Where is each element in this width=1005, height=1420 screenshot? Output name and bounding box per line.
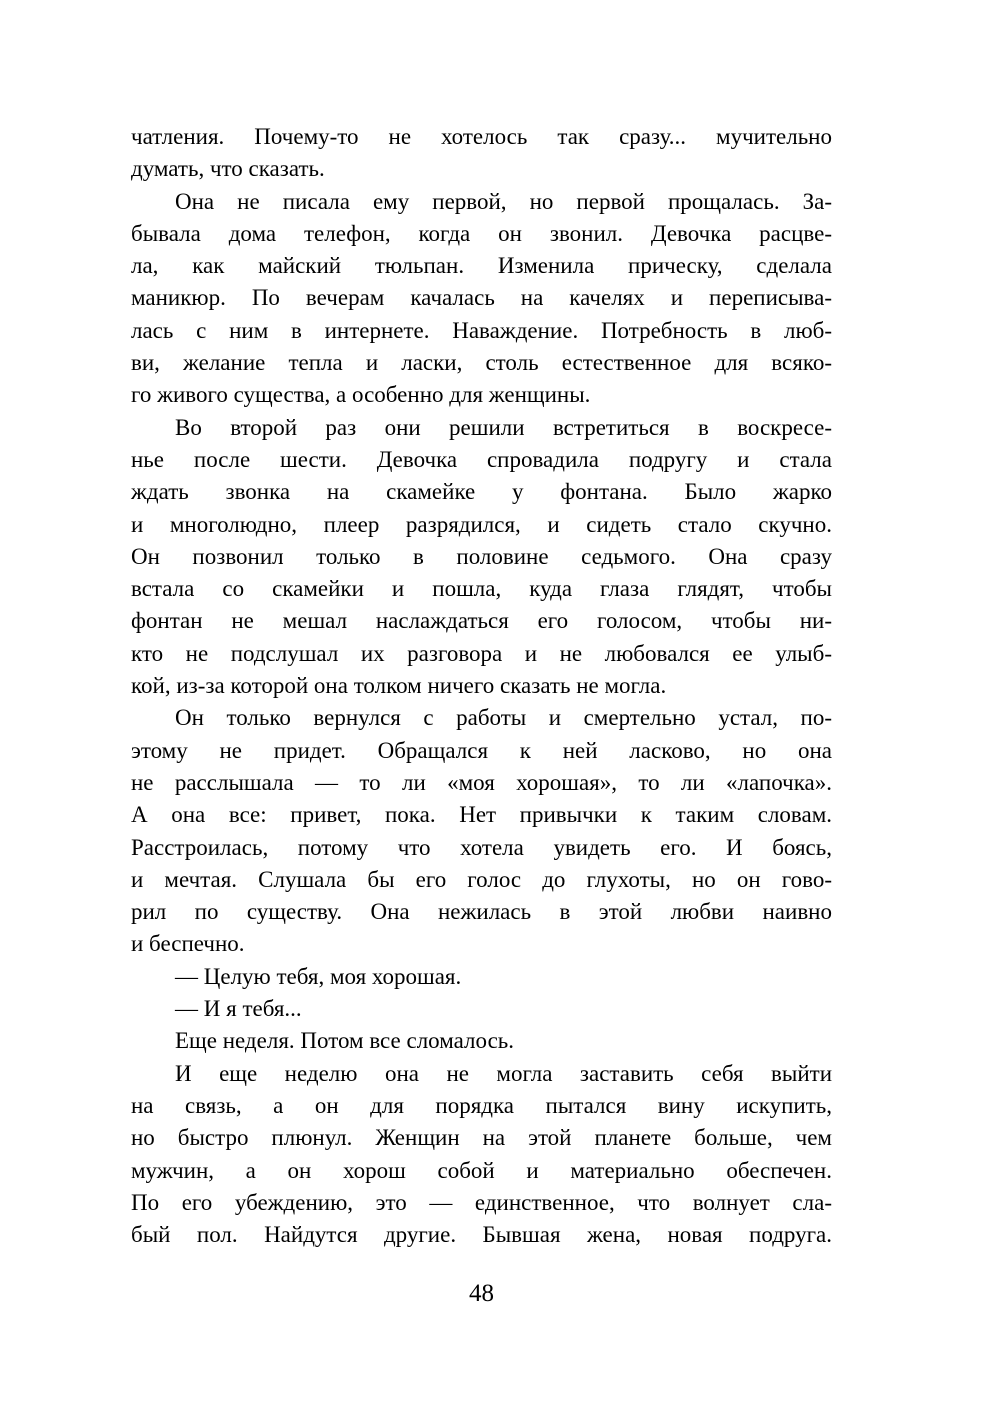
text-line: — И я тебя... <box>175 996 302 1022</box>
text-line: но быстро плюнул. Женщин на этой планете больше, чем <box>131 1125 832 1151</box>
text-block <box>131 121 832 1251</box>
paragraph <box>131 412 832 703</box>
paragraph <box>131 1058 832 1252</box>
text-line: ждать звонка на скамейке у фонтана. Было жарко <box>131 479 832 505</box>
text-line: думать, что сказать. <box>131 156 325 182</box>
text-line: встала со скамейки и пошла, куда глаза глядят, чтобы <box>131 576 832 602</box>
paragraph <box>131 993 832 1025</box>
text-line: Расстроилась, потому что хотела увидеть его. И боясь, <box>131 834 832 860</box>
text-line: и многолюдно, плеер разрядился, и сидеть стало скучно. <box>131 511 832 537</box>
text-line: нье после шести. Девочка спровадила подругу и стала <box>131 446 832 472</box>
text-line: — Целую тебя, моя хорошая. <box>175 963 462 989</box>
text-line: Еще неделя. Потом все сломалось. <box>175 1028 515 1054</box>
text-line: Он позвонил только в половине седьмого. Она сразу <box>131 543 832 569</box>
text-line: лась с ним в интернете. Наваждение. Потребность в люб- <box>131 317 832 343</box>
text-line: Он только вернулся с работы и смертельно устал, по- <box>175 705 832 731</box>
text-line: кто не подслушал их разговора и не любовался ее улыб- <box>131 640 832 666</box>
text-line: бывала дома телефон, когда он звонил. Девочка расцве- <box>131 220 832 246</box>
text-line: бый пол. Найдутся другие. Бывшая жена, новая подруга. <box>131 1222 832 1248</box>
text-line: рил по существу. Она нежилась в этой любви наивно <box>131 899 832 925</box>
text-line: ла, как майский тюльпан. Изменила прическу, сделала <box>131 253 832 279</box>
paragraph <box>131 961 832 993</box>
text-line: не расслышала — то ли «моя хорошая», то ли «лапочка». <box>131 769 832 795</box>
text-line: фонтан не мешал наслаждаться его голосом, чтобы ни- <box>131 608 832 634</box>
text-line: и мечтая. Слушала бы его голос до глухоты, но он гово- <box>131 866 832 892</box>
text-line: этому не придет. Обращался к ней ласково, но она <box>131 737 832 763</box>
text-line: го живого существа, а особенно для женщины. <box>131 382 591 408</box>
page-number: 48 <box>469 1280 494 1307</box>
text-line: А она все: привет, пока. Нет привычки к таким словам. <box>131 802 832 828</box>
text-line: Она не писала ему первой, но первой прощалась. За- <box>175 188 832 214</box>
text-line: чатления. Почему-то не хотелось так сразу... мучительно <box>131 124 832 149</box>
text-line: кой, из-за которой она толком ничего сказать не могла. <box>131 673 667 699</box>
paragraph <box>131 121 832 186</box>
text-line: И еще неделю она не могла заставить себя выйти <box>175 1060 832 1086</box>
text-line: и беспечно. <box>131 931 245 957</box>
paragraph <box>131 702 832 960</box>
text-line: ви, желание тепла и ласки, столь естественное для всяко- <box>131 350 832 376</box>
text-line: мужчин, а он хорош собой и материально обеспечен. <box>131 1157 832 1183</box>
text-line: Во второй раз они решили встретиться в воскресе- <box>175 414 832 440</box>
paragraph <box>131 1025 832 1057</box>
text-line: По его убеждению, это — единственное, что волнует сла- <box>131 1189 832 1215</box>
paragraph <box>131 186 832 412</box>
text-line: маникюр. По вечерам качалась на качелях и переписыва- <box>131 285 832 311</box>
text-line: на связь, а он для порядка пытался вину искупить, <box>131 1092 832 1118</box>
